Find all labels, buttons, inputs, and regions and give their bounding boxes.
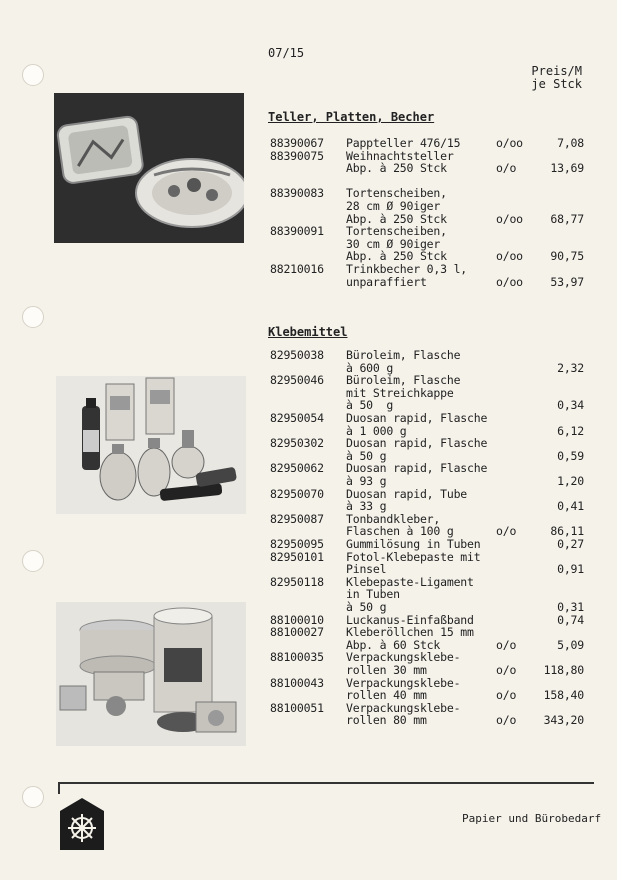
- price-value: 2,32: [557, 360, 584, 375]
- unit-label: o/o: [496, 637, 517, 652]
- article-code: 88100035: [270, 650, 324, 665]
- unit-label: o/oo: [496, 136, 523, 150]
- article-code: 82950046: [270, 373, 324, 388]
- article-description: à 93 g: [346, 474, 387, 488]
- price-value: 90,75: [550, 249, 584, 264]
- article-code: 88100010: [270, 612, 324, 627]
- article-description: 28 cm Ø 90iger: [346, 199, 441, 213]
- article-code: 82950118: [270, 574, 324, 589]
- punch-hole: [22, 306, 44, 328]
- article-code: 82950070: [270, 486, 324, 501]
- article-description: Gummilösung in Tuben: [346, 537, 481, 551]
- article-description: Pinsel: [346, 562, 387, 577]
- article-description: Büroleim, Flasche: [346, 373, 461, 388]
- article-code: 88390083: [270, 186, 324, 201]
- article-description: à 50 g: [346, 398, 394, 413]
- article-description: 30 cm Ø 90iger: [346, 236, 441, 251]
- article-description: Abp. à 250 Stck: [346, 161, 447, 176]
- unit-label: o/o: [496, 161, 517, 176]
- punch-hole: [22, 786, 44, 808]
- footer-text: Papier und Bürobedarf: [462, 812, 602, 825]
- price-value: 0,31: [557, 600, 584, 614]
- article-code: 88100043: [270, 675, 324, 690]
- article-description: rollen 40 mm: [346, 688, 427, 703]
- article-description: unparaffiert: [346, 274, 427, 289]
- punch-hole: [22, 550, 44, 572]
- price-value: 0,27: [557, 537, 584, 551]
- price-value: 158,40: [543, 688, 584, 703]
- price-value: 0,41: [557, 499, 584, 514]
- unit-label: o/o: [496, 688, 517, 703]
- article-code: 82950087: [270, 511, 324, 526]
- article-description: Verpackungsklebe-: [346, 675, 461, 690]
- price-value: 118,80: [543, 663, 584, 677]
- article-description: rollen 30 mm: [346, 663, 427, 677]
- article-code: 88390091: [270, 224, 324, 239]
- article-description: mit Streichkappe: [346, 385, 454, 400]
- price-value: 0,34: [557, 398, 584, 413]
- photo-tape-rolls: [56, 602, 246, 746]
- page-code: 07/15: [268, 46, 305, 60]
- price-header-line1: Preis/M: [531, 64, 582, 78]
- article-description: Abp. à 60 Stck: [346, 637, 441, 652]
- article-description: à 50 g: [346, 448, 387, 463]
- article-description: Duosan rapid, Flasche: [346, 411, 488, 425]
- article-description: à 600 g: [346, 360, 394, 375]
- article-description: Duosan rapid, Flasche: [346, 461, 488, 476]
- article-description: Flaschen à 100 g: [346, 524, 454, 539]
- price-value: 1,20: [557, 474, 584, 488]
- unit-label: o/oo: [496, 249, 523, 264]
- article-description: Klebepaste-Ligament: [346, 574, 474, 589]
- article-description: Duosan rapid, Tube: [346, 486, 468, 501]
- article-description: Abp. à 250 Stck: [346, 211, 447, 226]
- article-code: 82950101: [270, 549, 324, 564]
- logo-hexagon: [60, 798, 104, 850]
- article-code: 88100027: [270, 625, 324, 640]
- price-value: 0,59: [557, 448, 584, 463]
- article-description: à 33 g: [346, 499, 387, 514]
- price-value: 7,08: [557, 136, 584, 150]
- article-description: Verpackungsklebe-: [346, 650, 461, 665]
- article-code: 82950038: [270, 348, 324, 362]
- article-description: Kleberöllchen 15 mm: [346, 625, 474, 640]
- article-description: Luckanus-Einfaßband: [346, 612, 474, 627]
- section-title: Teller, Platten, Becher: [268, 110, 435, 124]
- article-description: Pappteller 476/15: [346, 136, 461, 150]
- article-code: 88390075: [270, 148, 324, 163]
- unit-label: o/oo: [496, 211, 523, 226]
- unit-label: o/oo: [496, 274, 523, 289]
- article-description: Abp. à 250 Stck: [346, 249, 447, 264]
- price-value: 53,97: [550, 274, 584, 289]
- article-code: 88210016: [270, 262, 324, 276]
- section-title: Klebemittel: [268, 325, 348, 339]
- price-value: 5,09: [557, 637, 584, 652]
- article-code: 82950062: [270, 461, 324, 476]
- article-description: Büroleim, Flasche: [346, 348, 461, 362]
- footer-rule-tick: [58, 782, 60, 794]
- price-value: 0,74: [557, 612, 584, 627]
- article-code: 82950302: [270, 436, 324, 451]
- article-description: Tortenscheiben,: [346, 224, 447, 239]
- article-code: 88100051: [270, 700, 324, 715]
- punch-hole: [22, 64, 44, 86]
- price-value: 343,20: [543, 713, 584, 728]
- price-value: 86,11: [550, 524, 584, 539]
- article-code: 82950054: [270, 411, 324, 425]
- price-value: 68,77: [550, 211, 584, 226]
- article-description: Tortenscheiben,: [346, 186, 447, 201]
- photo-plates: [54, 93, 244, 243]
- article-description: Duosan rapid, Flasche: [346, 436, 488, 451]
- price-header-line2: je Stck: [531, 77, 582, 91]
- unit-label: o/o: [496, 663, 517, 677]
- price-value: 13,69: [550, 161, 584, 176]
- photo-glue-bottles: [56, 376, 246, 514]
- article-description: Verpackungsklebe-: [346, 700, 461, 715]
- article-description: Tonbandkleber,: [346, 511, 441, 526]
- article-description: in Tuben: [346, 587, 400, 602]
- price-value: 0,91: [557, 562, 584, 577]
- unit-label: o/o: [496, 524, 517, 539]
- article-description: Fotol-Klebepaste mit: [346, 549, 481, 564]
- price-value: 6,12: [557, 423, 584, 438]
- article-code: 82950095: [270, 537, 324, 551]
- unit-label: o/o: [496, 713, 517, 728]
- article-description: rollen 80 mm: [346, 713, 427, 728]
- article-code: 88390067: [270, 136, 324, 150]
- article-description: Weihnachtsteller: [346, 148, 454, 163]
- article-description: à 50 g: [346, 600, 387, 614]
- footer-rule: [58, 782, 594, 784]
- article-description: à 1 000 g: [346, 423, 407, 438]
- article-description: Trinkbecher 0,3 l,: [346, 262, 468, 276]
